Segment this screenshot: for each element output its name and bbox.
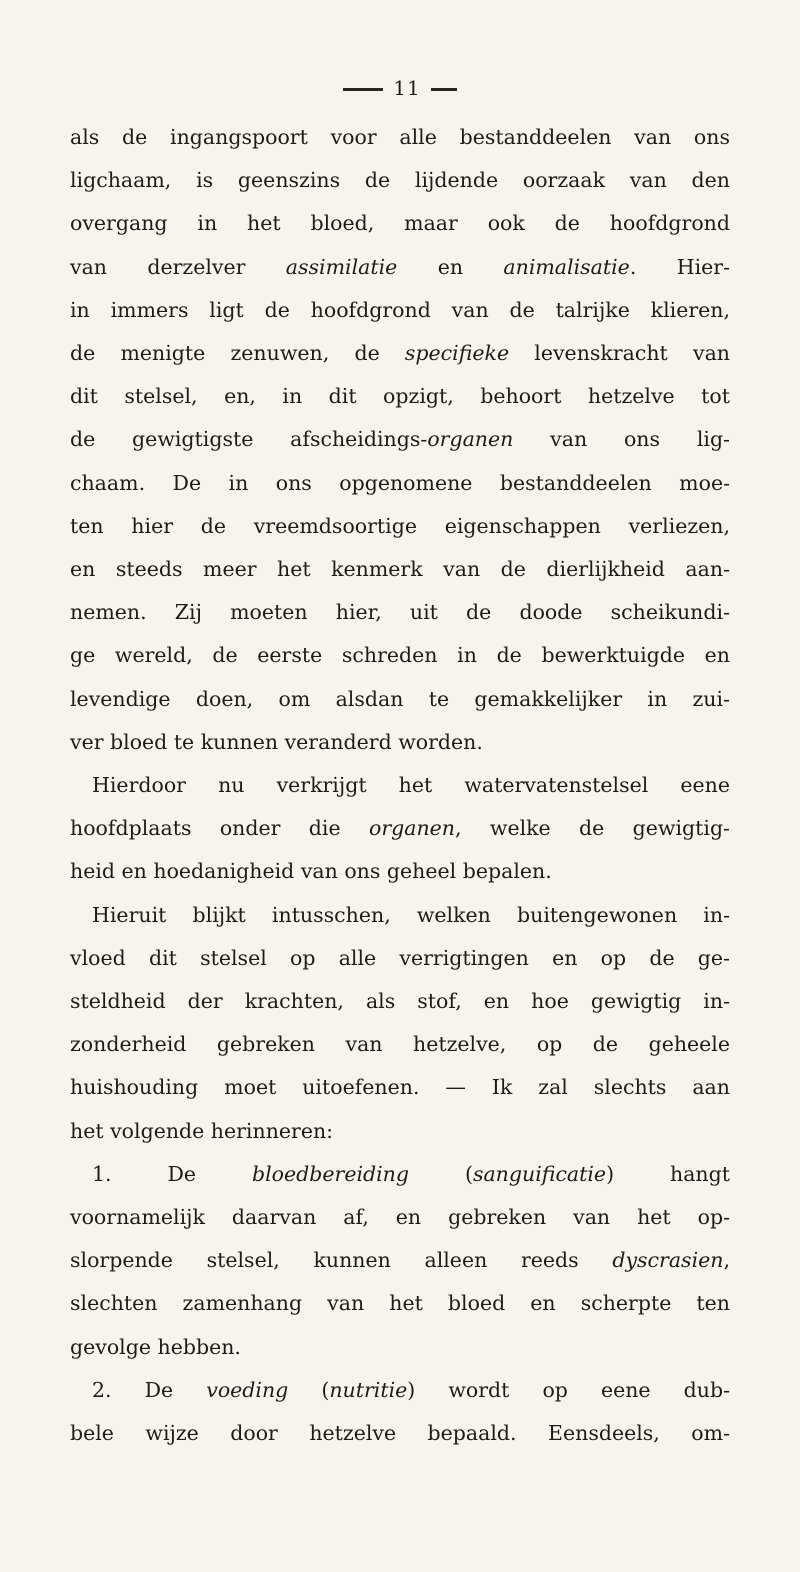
text-segment: slorpende stelsel, kunnen alleen reeds [70,1248,613,1273]
text-line [70,1153,730,1196]
text-segment: levenskracht van [509,341,730,366]
text-segment: de gewigtigste afscheidings- [70,427,428,452]
text-line [70,1326,730,1369]
text-segment: . Hier- [629,254,730,279]
italic-term: dyscrasien [612,1248,724,1273]
text-segment: in immers ligt de hoofdgrond van de talrijke klieren, [70,297,730,322]
text-segment: voornamelijk daarvan af, en gebreken van het op- [70,1205,730,1230]
text-segment: , [723,1248,730,1273]
text-segment: , welke de gewigtig- [455,816,730,841]
text-line [70,116,730,159]
rule-right [431,88,457,91]
text-segment: dit stelsel, en, in dit opzigt, behoort hetzelve tot [70,384,730,409]
text-segment: ) wordt op eene dub- [407,1377,730,1402]
italic-term: sanguificatie [472,1161,607,1186]
italic-term: bloedbereiding [251,1161,410,1186]
text-line [70,894,730,937]
text-segment: de menigte zenuwen, de [70,341,405,366]
text-segment: zonderheid gebreken van hetzelve, op de geheele [70,1032,730,1057]
text-segment: overgang in het bloed, maar ook de hoofdgrond [70,211,730,236]
italic-term: nutritie [329,1377,408,1402]
text-segment: levendige doen, om alsdan te gemakkelijker in zui- [70,686,730,711]
italic-term: animalisatie [503,254,630,279]
text-line [70,332,730,375]
text-line [70,937,730,980]
text-segment: vloed dit stelsel op alle verrigtingen en op de ge- [70,945,730,970]
italic-term: assimilatie [285,254,398,279]
text-segment: ligchaam, is geenszins de lijdende oorzaak van den [70,168,730,193]
text-segment: als de ingangspoort voor alle bestanddeelen van ons [70,125,730,149]
text-line [70,1239,730,1282]
text-line [70,375,730,418]
text-line [70,678,730,721]
text-segment: en steeds meer het kenmerk van de dierlijkheid aan- [70,557,730,582]
text-line [70,289,730,332]
text-line [70,548,730,591]
page-number: 11 [393,76,421,100]
page-number-header [0,76,800,100]
text-segment: ( [409,1161,473,1186]
text-segment: van derzelver [70,254,286,279]
text-line [70,850,730,893]
italic-term: voeding [206,1377,289,1402]
text-segment: ver bloed te kunnen veranderd worden. [70,729,483,754]
text-line [70,1412,730,1455]
text-segment: van ons lig- [513,427,730,452]
text-line [70,246,730,289]
italic-term: organen [427,427,514,452]
text-segment: 2. De [92,1377,207,1402]
italic-term: organen [368,816,456,841]
text-segment: gevolge hebben. [70,1334,241,1359]
text-segment: bele wijze door hetzelve bepaald. Eensdeels, om- [70,1421,730,1446]
text-segment: slechten zamenhang van het bloed en scherpte ten [70,1291,730,1316]
text-line [70,1110,730,1153]
italic-term: specifieke [404,341,510,366]
text-line [70,1369,730,1412]
text-segment: ) hangt [606,1161,730,1186]
text-line [70,1196,730,1239]
text-segment: ( [288,1377,330,1402]
text-segment: het volgende herinneren: [70,1118,334,1143]
rule-left [343,88,383,91]
text-line [70,1282,730,1325]
text-segment: ten hier de vreemdsoortige eigenschappen verliezen, [70,513,730,538]
text-segment: Hierdoor nu verkrijgt het watervatenstelsel eene [92,773,730,798]
text-segment: huishouding moet uitoefenen. — Ik zal slechts aan [70,1075,730,1100]
text-line [70,159,730,202]
text-line [70,721,730,764]
text-segment: 1. De [92,1161,252,1186]
text-segment: chaam. De in ons opgenomene bestanddeelen moe- [70,470,730,495]
text-line [70,462,730,505]
text-line [70,591,730,634]
text-segment: steldheid der krachten, als stof, en hoe gewigtig in- [70,989,730,1014]
text-line [70,807,730,850]
text-line [70,202,730,245]
text-segment: hoofdplaats onder die [70,816,369,841]
text-line [70,418,730,461]
text-segment: en [397,254,504,279]
text-line [70,634,730,677]
text-line [70,1023,730,1066]
text-line [70,980,730,1023]
text-line [70,764,730,807]
text-segment: Hieruit blijkt intusschen, welken buitengewonen in- [92,902,730,927]
text-line [70,1066,730,1109]
text-segment: nemen. Zij moeten hier, uit de doode scheikundi- [70,600,730,625]
text-segment: heid en hoedanigheid van ons geheel bepalen. [70,859,552,884]
body-text [70,116,730,1455]
text-segment: ge wereld, de eerste schreden in de bewerktuigde en [70,643,730,668]
text-line [70,505,730,548]
